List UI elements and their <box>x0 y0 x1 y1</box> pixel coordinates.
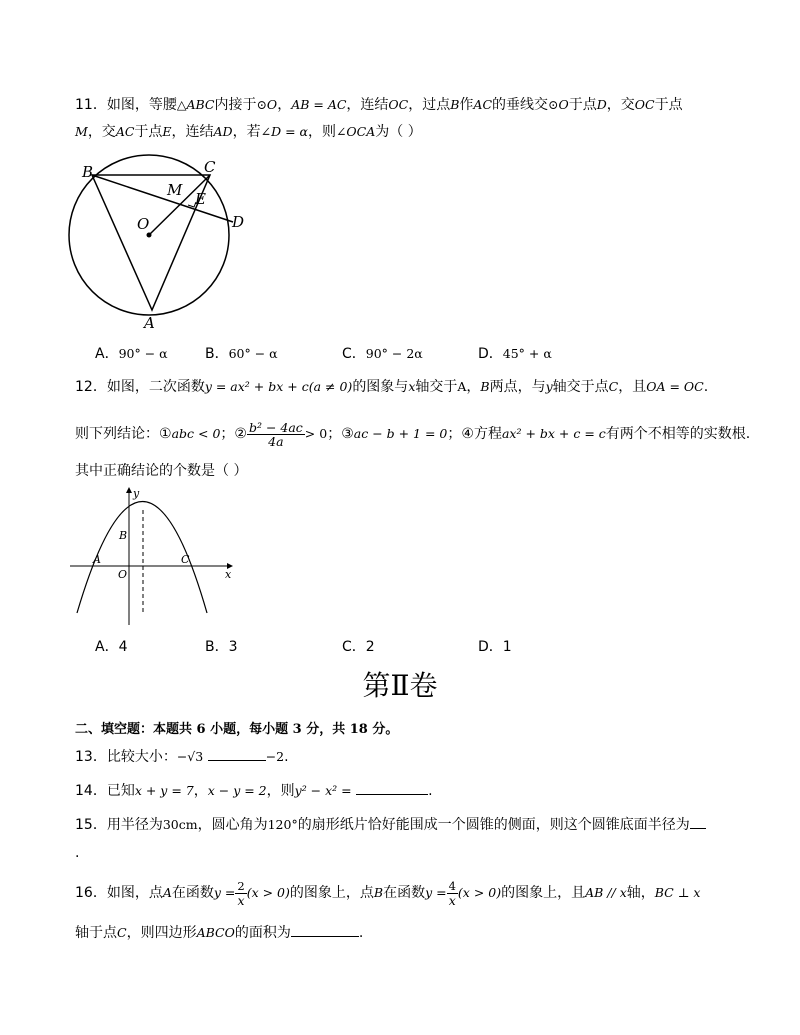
q12-line1 <box>75 377 708 397</box>
point-o <box>147 233 152 238</box>
q11-text: 于点 <box>134 124 163 140</box>
q16-text: 的图象上，点 <box>289 885 374 901</box>
section-heading: 二、填空题：本题共 6 小题，每小题 3 分，共 18 分。 <box>75 722 399 737</box>
q14-text: ， <box>193 783 208 799</box>
fraction-denominator: x <box>237 892 245 908</box>
q12-math: B <box>480 379 490 394</box>
q16-line2 <box>75 922 363 943</box>
q14-math: x + y = 7 <box>134 783 194 798</box>
q11-text: 于点 <box>568 97 597 113</box>
q11-text: ，则 <box>307 124 336 140</box>
q11-text: ，交 <box>87 124 116 140</box>
option-value: 4 <box>118 639 128 655</box>
q16-fraction-2 <box>447 880 458 907</box>
q11-line2 <box>75 122 422 142</box>
q12-text: ；② <box>220 426 247 442</box>
q16-text: 在函数 <box>383 885 426 901</box>
q11-option-a[interactable] <box>95 343 168 363</box>
q11-math: ⊙O <box>548 97 569 112</box>
q16-math: A <box>162 885 172 900</box>
q12-parabola-figure <box>65 485 240 630</box>
q11-math: M <box>75 124 88 139</box>
option-value: 2 <box>365 639 375 655</box>
q11-option-c[interactable] <box>342 343 423 363</box>
q12-text: ， <box>466 379 481 395</box>
q16-answer-blank[interactable] <box>291 922 359 937</box>
q13-math: −√3 <box>176 749 204 764</box>
q11-option-b[interactable] <box>205 343 278 363</box>
q12-text: 12．如图，二次函数 <box>75 379 205 395</box>
q11-math: AC <box>115 124 135 139</box>
q16-text: 16．如图，点 <box>75 885 163 901</box>
q14-math: x − y = 2 <box>207 783 267 798</box>
q16-text: . <box>358 925 364 941</box>
q15-text: ，圆心角为 <box>197 817 268 833</box>
q11-text: ，交 <box>606 97 635 113</box>
q12-math: abc < 0 <box>171 426 221 441</box>
q16-text: 的面积为 <box>234 925 291 941</box>
label-c: C <box>204 158 216 176</box>
q11-math: △ABC <box>176 97 215 112</box>
q12-math: A <box>457 379 467 394</box>
fraction-numerator: b² − 4ac <box>248 419 303 435</box>
label-m: M <box>167 181 183 199</box>
option-letter: B． <box>205 639 229 655</box>
q11-math: ∠D = α <box>260 124 308 139</box>
q16-text: ，则四边形 <box>126 925 197 941</box>
q11-text: ，若 <box>232 124 261 140</box>
option-value: 45° + α <box>502 346 552 361</box>
option-value: 60° − α <box>228 346 278 361</box>
label-a: A <box>93 553 101 566</box>
q11-text: 为（ ） <box>375 124 422 140</box>
q11-math: ∠OCA <box>335 124 376 139</box>
label-b: B <box>82 163 94 181</box>
label-d: D <box>232 213 245 231</box>
q15-text: 的扇形纸片恰好能围成一个圆锥的侧面，则这个圆锥底面半径为 <box>297 817 690 833</box>
label-c: C <box>181 553 190 566</box>
q15-answer-blank[interactable] <box>690 814 706 829</box>
q12-text: . <box>703 379 709 395</box>
q14-line <box>75 780 433 801</box>
q14-answer-blank[interactable] <box>356 780 428 795</box>
q12-line3: 其中正确结论的个数是（ ） <box>75 463 248 479</box>
label-e: E <box>195 190 206 208</box>
q12-math: y <box>545 379 553 394</box>
q11-text: ， <box>277 97 292 113</box>
q13-text: . <box>284 749 289 765</box>
label-o: O <box>118 568 128 581</box>
q13-text: 13．比较大小： <box>75 749 177 765</box>
y-axis-arrow <box>126 487 132 493</box>
fraction-denominator: x <box>448 892 456 908</box>
q11-circle-figure <box>60 150 260 335</box>
q12-text: ，且 <box>618 379 647 395</box>
q12-math: x <box>408 379 416 394</box>
q11-text: ，连结 <box>171 124 214 140</box>
q12-option-a[interactable] <box>95 636 128 656</box>
q16-math: (x > 0) <box>457 885 502 900</box>
q15-math: 120° <box>267 817 298 832</box>
q16-text: 轴， <box>626 885 655 901</box>
q11-text: 11．如图，等腰 <box>75 97 177 113</box>
q11-text: 于点 <box>654 97 683 113</box>
q16-math: ABCO <box>196 925 235 940</box>
q16-math: B <box>373 885 384 900</box>
q11-math: B <box>450 97 460 112</box>
label-x: x <box>225 568 232 581</box>
q11-line1 <box>75 95 683 115</box>
q11-text: ，过点 <box>408 97 451 113</box>
q11-math: AB = AC <box>291 97 347 112</box>
q12-option-d[interactable] <box>478 636 512 656</box>
q13-answer-blank[interactable] <box>208 746 266 761</box>
q11-math: E <box>162 124 172 139</box>
q15-line1 <box>75 814 706 835</box>
option-value: 1 <box>502 639 512 655</box>
q12-line2 <box>75 418 750 450</box>
option-letter: D． <box>478 346 503 362</box>
q11-math: OC <box>388 97 409 112</box>
q16-text: 轴于点 <box>75 925 117 941</box>
q12-text: 两点，与 <box>489 379 546 395</box>
option-letter: A． <box>95 639 119 655</box>
q14-text: ，则 <box>266 783 295 799</box>
q16-text: 在函数 <box>171 885 214 901</box>
q11-math: D <box>596 97 607 112</box>
segment-bd <box>92 175 233 222</box>
q13-line <box>75 746 289 767</box>
option-value: 3 <box>228 639 238 655</box>
q14-text: 14．已知 <box>75 783 135 799</box>
q15-line2: . <box>75 845 80 861</box>
option-letter: B． <box>205 346 229 362</box>
q12-text: ；③ <box>327 426 354 442</box>
q11-option-d[interactable] <box>478 343 552 363</box>
option-letter: A． <box>95 346 119 362</box>
q12-math: > 0 <box>304 426 328 441</box>
q12-fraction <box>247 421 305 448</box>
q13-math: −2 <box>265 749 285 764</box>
q12-math: y = ax² + bx + c <box>204 379 309 394</box>
q12-text: 则下列结论：① <box>75 426 172 442</box>
option-letter: C． <box>342 639 366 655</box>
q16-math: AB // x <box>585 885 627 900</box>
q11-math: AC <box>473 97 493 112</box>
q11-text: ，连结 <box>346 97 389 113</box>
q16-math: y = <box>425 885 447 900</box>
option-letter: D． <box>478 639 503 655</box>
q12-text: ；④方程 <box>447 426 502 442</box>
q11-math: OC <box>634 97 655 112</box>
q12-math: (a ≠ 0) <box>308 379 353 394</box>
label-a: A <box>144 314 155 332</box>
q15-math: 30cm <box>162 817 198 832</box>
option-letter: C． <box>342 346 366 362</box>
q12-text: 的图象与 <box>352 379 409 395</box>
q12-text: 轴交于点 <box>552 379 609 395</box>
q11-math: ⊙O <box>256 97 278 112</box>
q12-math: ac − b + 1 = 0 <box>353 426 448 441</box>
q16-fraction-1 <box>235 880 246 907</box>
fraction-denominator: 4a <box>268 433 284 449</box>
q12-math: C <box>608 379 619 394</box>
q12-text: 轴交于 <box>415 379 458 395</box>
fraction-numerator: 2 <box>237 878 245 893</box>
label-b: B <box>119 529 128 542</box>
q12-option-c[interactable] <box>342 636 375 656</box>
fraction-numerator: 4 <box>448 878 456 893</box>
q15-text: 15．用半径为 <box>75 817 163 833</box>
q12-option-b[interactable] <box>205 636 238 656</box>
q16-text: 的图象上，且 <box>501 885 586 901</box>
q14-text: . <box>428 783 433 799</box>
q12-math: ax² + bx + c = c <box>501 426 606 441</box>
part-title: 第Ⅱ卷 <box>362 669 438 702</box>
q11-math: AD <box>213 124 233 139</box>
q11-text: 内接于 <box>214 97 257 113</box>
q11-text: 作 <box>459 97 474 113</box>
q16-math: (x > 0) <box>246 885 290 900</box>
q16-math: C <box>117 925 127 940</box>
q16-math: y = <box>213 885 236 900</box>
option-value: 90° − 2α <box>365 346 423 361</box>
label-y: y <box>133 487 140 500</box>
label-o: O <box>137 215 150 233</box>
q11-text: 的垂线交 <box>492 97 549 113</box>
q14-math: y² − x² = <box>294 783 352 798</box>
q12-text: 有两个不相等的实数根. <box>605 426 751 442</box>
q16-math: BC ⊥ x <box>654 885 701 900</box>
q16-line1 <box>75 876 700 910</box>
option-value: 90° − α <box>118 346 168 361</box>
q12-math: OA = OC <box>646 379 704 394</box>
